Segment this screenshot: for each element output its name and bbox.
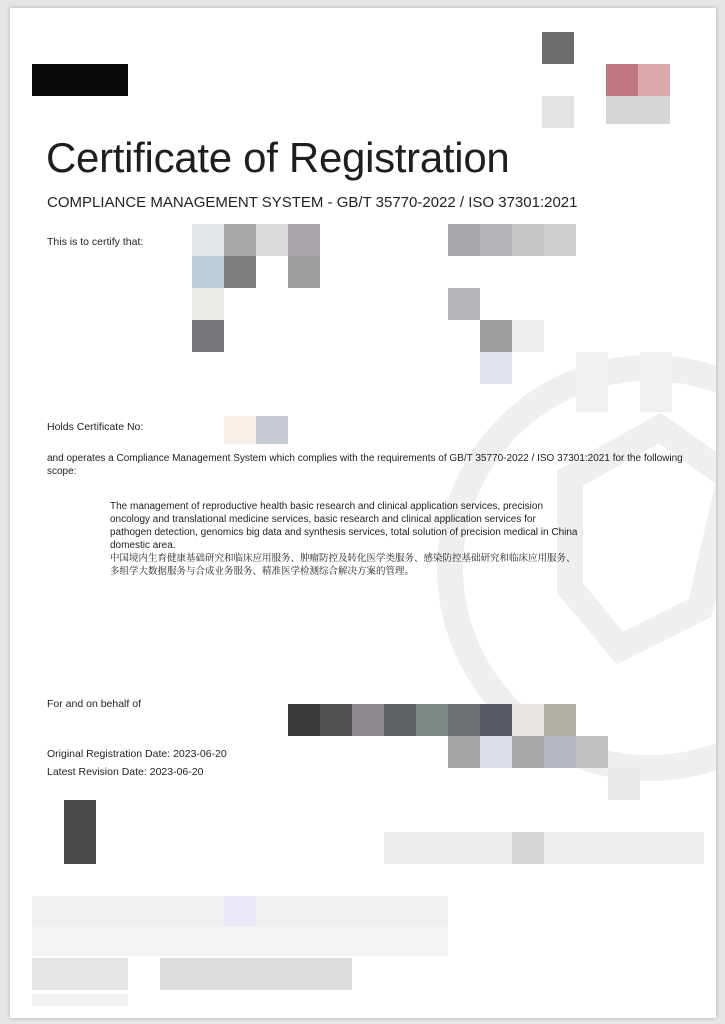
redacted-block — [606, 64, 638, 96]
operates-statement: and operates a Compliance Management System which complies with the requirements of GB/T 35770-2022 / ISO 37301:2021 for the following scope: — [47, 453, 683, 477]
original-date-value: 2023-06-20 — [173, 748, 227, 760]
redacted-block — [256, 224, 288, 256]
redacted-block — [480, 224, 512, 256]
redacted-logo-block — [32, 64, 128, 96]
redacted-block — [448, 288, 480, 320]
redacted-block — [224, 224, 256, 256]
scope-text-chinese: 中国境内生育健康基础研究和临床应用服务、肿瘤防控及转化医学类服务、感染防控基础研究和临床应用服务、多组学大数据服务与合成业务服务、精准医学检测综合解决方案的管理。 — [110, 553, 576, 577]
redacted-signature — [288, 704, 320, 736]
redacted-signature — [480, 736, 512, 768]
redacted-signature — [416, 704, 448, 736]
redacted-block — [192, 256, 224, 288]
redacted-signature — [512, 704, 544, 736]
behalf-label: For and on behalf of — [47, 698, 141, 710]
redacted-signature — [512, 736, 544, 768]
redacted-signature — [384, 704, 416, 736]
certify-label: This is to certify that: — [47, 236, 144, 248]
redacted-block — [64, 800, 96, 864]
redacted-block — [512, 832, 544, 864]
certificate-subtitle: COMPLIANCE MANAGEMENT SYSTEM - GB/T 35770-2022 / ISO 37301:2021 — [47, 194, 578, 211]
redacted-signature — [320, 704, 352, 736]
redacted-block — [160, 958, 352, 990]
redacted-block — [288, 224, 320, 256]
redacted-signature — [480, 704, 512, 736]
redacted-block — [608, 768, 640, 800]
redacted-block — [512, 320, 544, 352]
redacted-signature — [544, 704, 576, 736]
redacted-block — [576, 352, 608, 412]
redacted-block — [542, 32, 574, 64]
latest-revision-date — [47, 766, 203, 778]
redacted-signature — [544, 736, 576, 768]
revision-date-label: Latest Revision Date: — [47, 766, 147, 778]
redacted-block — [512, 224, 544, 256]
redacted-block — [224, 256, 256, 288]
redacted-block — [384, 832, 512, 864]
original-date-label: Original Registration Date: — [47, 748, 171, 760]
redacted-certificate-number — [224, 416, 256, 444]
redacted-block — [32, 926, 448, 956]
certificate-sheet — [10, 8, 716, 1018]
redacted-block — [480, 352, 512, 384]
holds-certificate-label: Holds Certificate No: — [47, 421, 144, 433]
redacted-block — [544, 224, 576, 256]
redacted-signature — [576, 736, 608, 768]
redacted-block — [606, 96, 670, 124]
redacted-block — [224, 896, 256, 926]
redacted-signature — [448, 736, 480, 768]
redacted-block — [448, 224, 480, 256]
redacted-block — [544, 832, 704, 864]
redacted-block — [640, 352, 672, 412]
revision-date-value: 2023-06-20 — [149, 766, 204, 778]
redacted-signature — [448, 704, 480, 736]
redacted-signature — [352, 704, 384, 736]
redacted-block — [192, 224, 224, 256]
redacted-block — [32, 958, 128, 990]
scope-text-english: The management of reproductive health basic research and clinical application services, precision oncology and translational medicine services, basic research and clinical application services for pathogen detection, genomics big data and synthesis services, total solution of precision medical in China domestic area. — [110, 501, 578, 551]
redacted-block — [192, 320, 224, 352]
redacted-block — [480, 320, 512, 352]
redacted-block — [638, 64, 670, 96]
scope-section — [110, 500, 580, 578]
redacted-block — [288, 256, 320, 288]
redacted-block — [192, 288, 224, 320]
original-registration-date — [47, 748, 227, 760]
redacted-certificate-number — [256, 416, 288, 444]
certificate-title: Certificate of Registration — [46, 134, 510, 181]
redacted-block — [32, 994, 128, 1006]
redacted-block — [542, 96, 574, 128]
